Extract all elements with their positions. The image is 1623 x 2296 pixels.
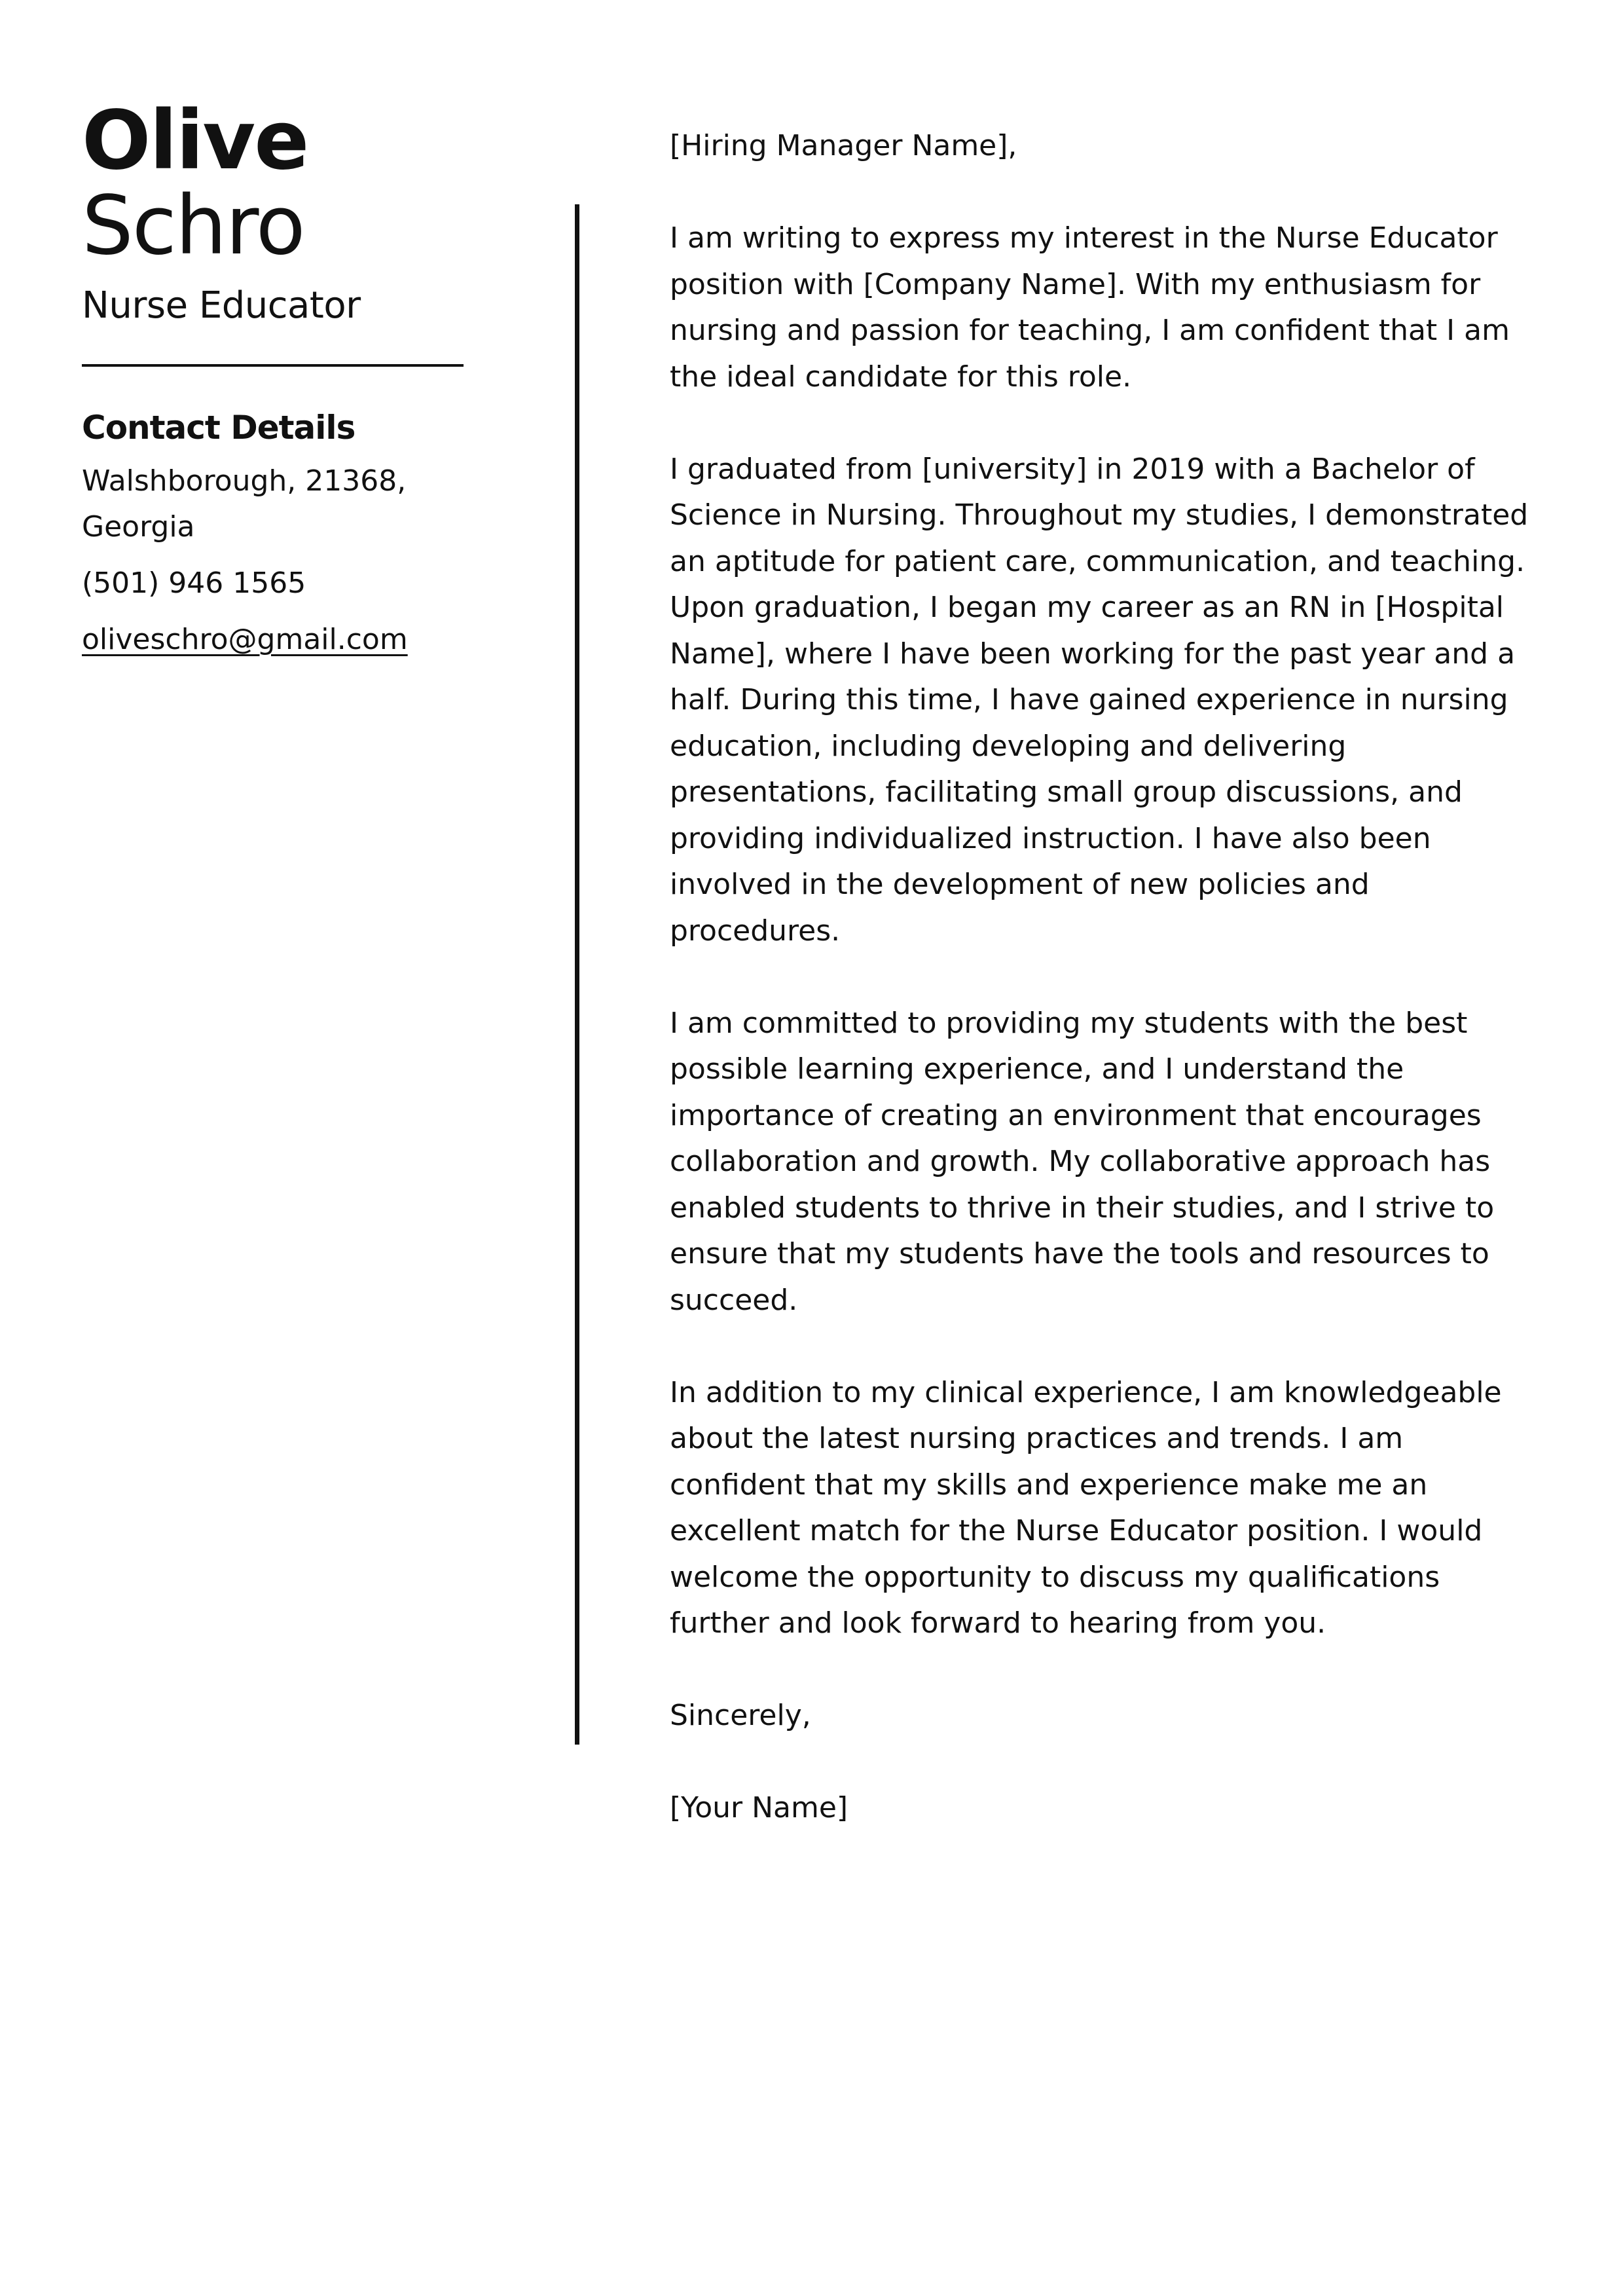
header-divider <box>82 364 464 367</box>
letter-closing: Sincerely, <box>670 1699 811 1732</box>
letter-paragraph: I am writing to express my interest in the Nurse Educator position with [Company Name]. With my enthusiasm for nursing and passion for teaching, I am confident that I am the ideal candidate for this role. <box>670 221 1510 394</box>
contact-email-link[interactable]: oliveschro@gmail.com <box>82 623 408 656</box>
letter-signature: [Your Name] <box>670 1791 848 1824</box>
contact-address-line2: Georgia <box>82 510 195 544</box>
vertical-divider <box>575 204 579 1745</box>
contact-heading: Contact Details <box>82 409 356 447</box>
job-title: Nurse Educator <box>82 284 361 327</box>
sidebar <box>82 94 475 663</box>
last-name: Schro <box>82 179 304 273</box>
contact-address-line1: Walshborough, 21368, <box>82 464 407 498</box>
letter-paragraph: I am committed to providing my students with the best possible learning experience, and I understand the importance of creating an environment that encourages collaboration and growth. My collaborative approach has enabled students to thrive in their studies, and I strive to ensure that my students have the tools and resources to succeed. <box>670 1006 1495 1317</box>
letter-salutation: [Hiring Manager Name], <box>670 129 1017 162</box>
letter-body <box>670 123 1541 1878</box>
first-name: Olive <box>82 94 308 188</box>
letter-paragraph: In addition to my clinical experience, I am knowledgeable about the latest nursing practices and trends. I am confident that my skills and experience make me an excellent match for the Nurse Educator position. I would welcome the opportunity to discuss my qualifications further and look forward to hearing from you. <box>670 1375 1502 1640</box>
contact-phone: (501) 946 1565 <box>82 566 306 600</box>
letter-paragraph: I graduated from [university] in 2019 with a Bachelor of Science in Nursing. Throughout my studies, I demonstrated an aptitude for patient care, communication, and teaching. Upon graduation, I began my career as an RN in [Hospital Name], where I have been working for the past year and a half. During this time, I have gained experience in nursing education, including developing and delivering presentations, facilitating small group discussions, and providing individualized instruction. I have also been involved in the development of new policies and procedures. <box>670 452 1529 948</box>
contact-email-row <box>82 617 475 663</box>
